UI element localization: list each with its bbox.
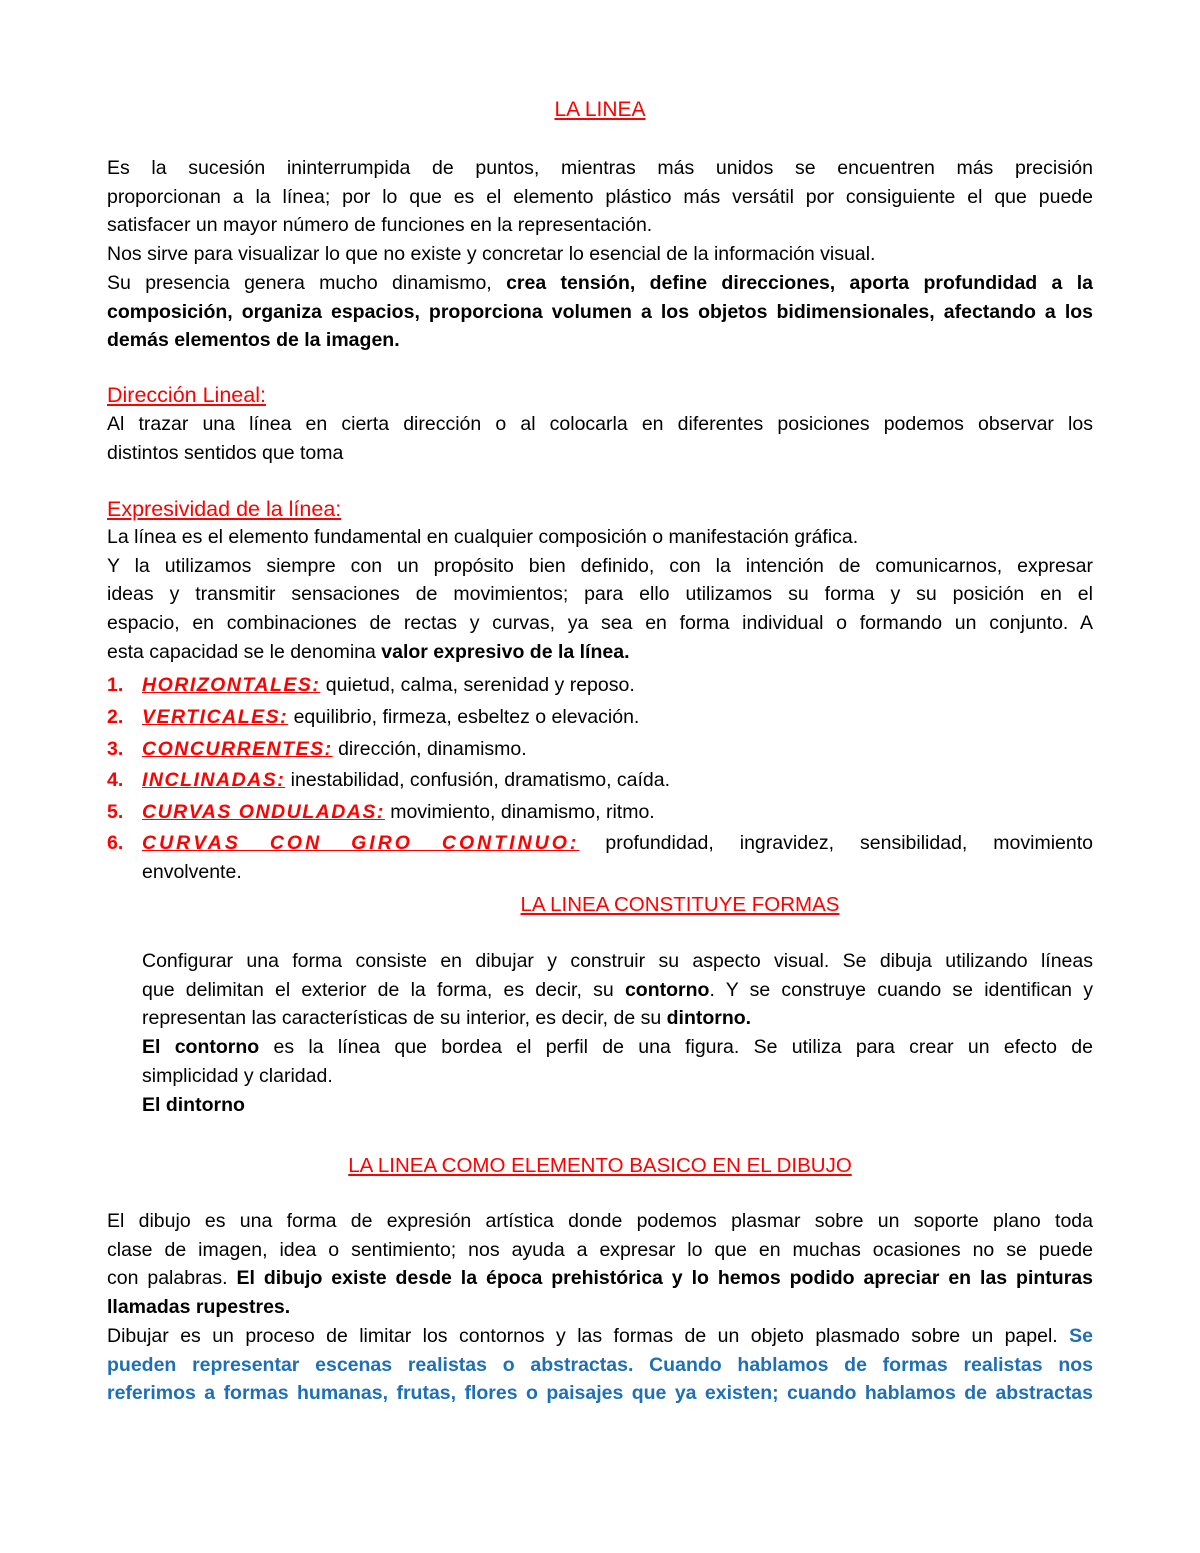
- list-keyword: CONCURRENTES:: [142, 737, 333, 760]
- direccion-paragraph: [107, 410, 1093, 467]
- formas-paragraph: [142, 947, 1093, 1119]
- list-item: [107, 829, 1093, 887]
- list-text: inestabilidad, confusión, dramatismo, caída.: [285, 769, 671, 792]
- expresividad-paragraph: [107, 523, 1093, 667]
- list-text: movimiento, dinamismo, ritmo.: [384, 801, 655, 824]
- dibujo-paragraph: [107, 1207, 1093, 1408]
- list-text: quietud, calma, serenidad y reposo.: [320, 674, 635, 696]
- list-text: profundidad, ingravidez, sensibilidad, movimiento: [579, 831, 1093, 854]
- list-number: 2.: [107, 705, 124, 728]
- text-line: [107, 1264, 1093, 1293]
- text-line: distintos sentidos que toma: [107, 441, 344, 464]
- text-line: simplicidad y claridad.: [142, 1064, 333, 1087]
- text-line: pueden representar escenas realistas o abstractas. Cuando hablamos de formas realistas nos: [107, 1353, 1093, 1376]
- bold-text: valor expresivo de la línea.: [381, 640, 630, 663]
- section-heading-expresividad: Expresividad de la línea:: [107, 497, 342, 521]
- list-keyword: CURVAS ONDULADAS:: [142, 801, 385, 824]
- text-line: [142, 1033, 1093, 1062]
- page-title: LA LINEA: [554, 98, 646, 121]
- bold-text: El dintorno: [142, 1093, 245, 1116]
- text-line: Nos sirve para visualizar lo que no existe y concretar lo esencial de la información visual.: [107, 243, 876, 266]
- text-line: [107, 1293, 1093, 1322]
- list-number: 4.: [107, 769, 124, 792]
- text-line: [107, 638, 1093, 667]
- list-text: equilibrio, firmeza, esbeltez o elevación.: [288, 705, 640, 728]
- text-line: satisfacer un mayor número de funciones en la representación.: [107, 214, 653, 237]
- text-line: El dibujo es una forma de expresión artística donde podemos plasmar sobre un soporte plano toda: [107, 1210, 1093, 1232]
- bold-text: El contorno: [142, 1036, 260, 1059]
- bold-text: El dibujo existe desde la época prehistórica y lo hemos podido apreciar en las pinturas: [236, 1267, 1093, 1290]
- text-line: [107, 1322, 1093, 1351]
- line-types-list: [107, 670, 1093, 887]
- section-heading-formas: [80, 893, 1200, 917]
- text-line: [107, 326, 1093, 355]
- text-line: Y la utilizamos siempre con un propósito bien definido, con la intención de comunicarnos, expresar: [107, 554, 1093, 577]
- text-line: [142, 829, 1093, 858]
- text-line: [142, 976, 1093, 1005]
- list-keyword: VERTICALES:: [142, 705, 289, 728]
- text-line: Al trazar una línea en cierta dirección o al colocarla en diferentes posiciones podemos observar los: [107, 413, 1093, 435]
- text-span: . Y se construye cuando se identifican y: [709, 978, 1093, 1001]
- text-span: Dibujar es un proceso de limitar los contornos y las formas de un objeto plasmado sobre un papel.: [107, 1324, 1070, 1347]
- bold-text: composición, organiza espacios, proporciona volumen a los objetos bidimensionales, afectando a los: [107, 300, 1093, 323]
- text-line: [107, 298, 1093, 327]
- intro-paragraph: [107, 154, 1093, 355]
- list-item: [107, 670, 1093, 702]
- heading-text: LA LINEA CONSTITUYE FORMAS: [520, 893, 840, 916]
- text-span: con palabras.: [107, 1267, 237, 1290]
- list-text: dirección, dinamismo.: [332, 737, 527, 760]
- text-line: clase de imagen, idea o sentimiento; nos ayuda a expresar lo que en muchas ocasiones no se puede: [107, 1238, 1093, 1261]
- bold-text: crea tensión, define direcciones, aporta profundidad a la: [506, 271, 1094, 294]
- list-number: 3.: [107, 737, 124, 760]
- bold-text: demás elementos de la imagen.: [107, 329, 400, 352]
- text-line: proporcionan a la línea; por lo que es el elemento plástico más versátil por consiguiente el que puede: [107, 185, 1093, 208]
- text-line: Es la sucesión ininterrumpida de puntos, mientras más unidos se encuentren más precisión: [107, 157, 1093, 179]
- list-text-continued: envolvente.: [142, 860, 242, 883]
- list-item: [107, 765, 1093, 797]
- text-line: [107, 269, 1093, 298]
- text-span: esta capacidad se le denomina: [107, 640, 382, 663]
- list-keyword: INCLINADAS:: [142, 769, 286, 792]
- text-line: La línea es el elemento fundamental en cualquier composición o manifestación gráfica.: [107, 526, 859, 548]
- text-line: Configurar una forma consiste en dibujar y construir su aspecto visual. Se dibuja utilizando líneas: [142, 950, 1093, 972]
- bold-text: llamadas rupestres.: [107, 1296, 291, 1319]
- text-line: [142, 1091, 1093, 1120]
- list-keyword: CURVAS CON GIRO CONTINUO:: [142, 831, 580, 854]
- section-heading-dibujo: LA LINEA COMO ELEMENTO BASICO EN EL DIBUJO: [348, 1154, 852, 1177]
- list-number: 5.: [107, 801, 124, 824]
- bold-text: contorno: [624, 978, 710, 1001]
- text-span: que delimitan el exterior de la forma, es decir, su: [142, 978, 625, 1001]
- bold-text: dintorno.: [666, 1007, 752, 1030]
- text-line: ideas y transmitir sensaciones de movimientos; para ello utilizamos su forma y su posición en el: [107, 583, 1093, 606]
- list-keyword: HORIZONTALES:: [142, 674, 321, 696]
- text-line: referimos a formas humanas, frutas, flores o paisajes que ya existen; cuando hablamos de abstractas: [107, 1382, 1093, 1405]
- text-span: Su presencia genera mucho dinamismo,: [107, 271, 507, 294]
- text-span: representan las características de su interior, es decir, de su: [142, 1007, 667, 1030]
- list-number: 1.: [107, 674, 124, 696]
- list-item: [107, 734, 1093, 766]
- list-number: 6.: [107, 831, 124, 854]
- list-item: [107, 797, 1093, 829]
- text-line: espacio, en combinaciones de rectas y curvas, ya sea en forma individual o formando un conjunto. A: [107, 612, 1093, 635]
- text-span: es la línea que bordea el perfil de una figura. Se utiliza para crear un efecto de: [259, 1036, 1093, 1059]
- blue-bold-text: Se: [1069, 1324, 1093, 1347]
- list-item: [107, 702, 1093, 734]
- section-heading-direccion: Dirección Lineal:: [107, 383, 266, 407]
- text-line: [142, 1004, 1093, 1033]
